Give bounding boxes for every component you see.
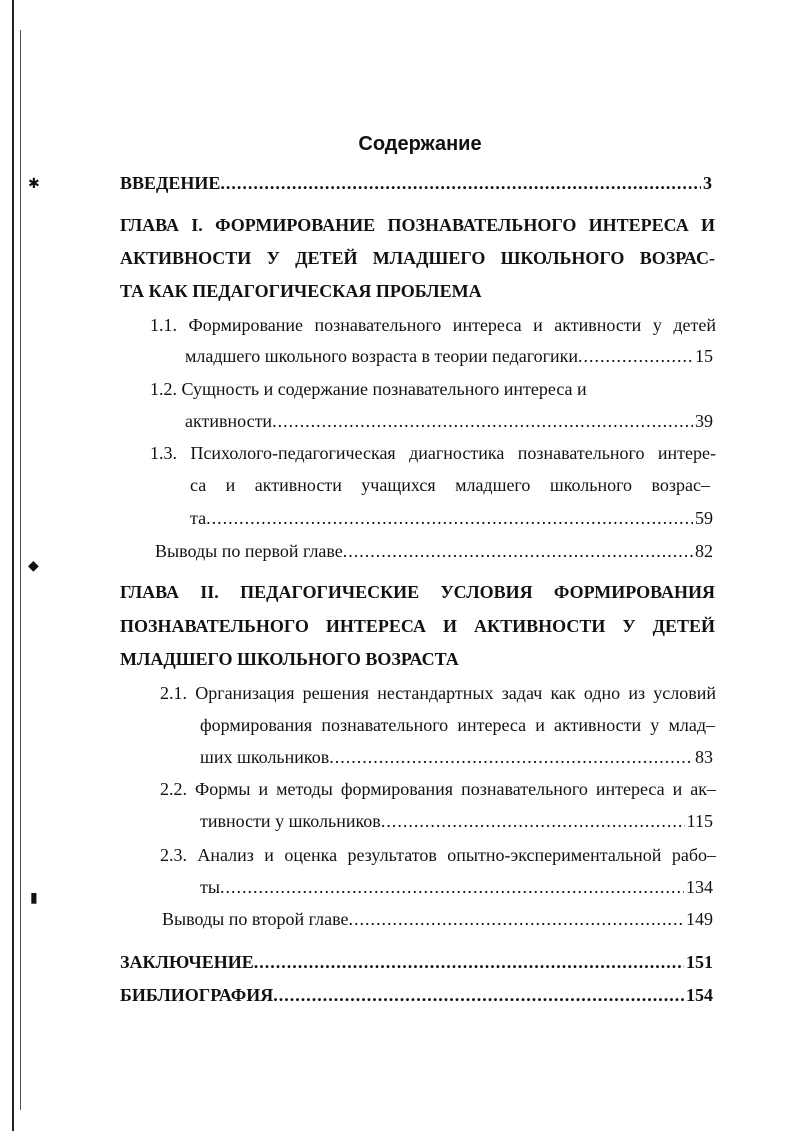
toc-section-line: 2.2. Формы и методы формирования познавательного интереса и ак–: [160, 779, 716, 799]
page-title: Содержание: [358, 133, 482, 155]
toc-label: тивности у школьников: [200, 811, 381, 831]
toc-leader: [254, 947, 684, 977]
scan-edge-line: [20, 30, 21, 1110]
toc-entry-1-3: [190, 503, 713, 533]
toc-label: БИБЛИОГРАФИЯ: [120, 985, 274, 1005]
toc-entry-conclusions-2: [162, 904, 713, 934]
toc-page: 82: [695, 541, 713, 561]
chapter-heading-line: ПОЗНАВАТЕЛЬНОГО ИНТЕРЕСА И АКТИВНОСТИ У ДЕТЕЙ: [120, 616, 715, 636]
toc-label: ВВЕДЕНИЕ: [120, 173, 221, 193]
toc-entry-2-2: [200, 806, 713, 836]
toc-leader: [272, 406, 693, 436]
toc-section-line: са и активности учащихся младшего школьного возрас–: [190, 475, 710, 495]
toc-page: 154: [686, 985, 713, 1005]
toc-entry-1-1: [185, 341, 713, 371]
toc-label: активности: [185, 411, 273, 431]
toc-leader: [578, 341, 693, 371]
chapter-heading-line: ГЛАВА I. ФОРМИРОВАНИЕ ПОЗНАВАТЕЛЬНОГО ИНТЕРЕСА И: [120, 215, 715, 235]
toc-label: та: [190, 508, 207, 528]
toc-leader: [220, 168, 701, 198]
scan-mark: ✱: [28, 177, 40, 192]
toc-leader: [381, 806, 685, 836]
scan-mark: ▮: [30, 891, 38, 906]
toc-section-line: формирования познавательного интереса и активности у млад–: [200, 715, 715, 735]
toc-leader: [220, 872, 684, 902]
toc-label: ты: [200, 877, 220, 897]
toc-page: 115: [686, 811, 713, 831]
toc-leader: [348, 904, 684, 934]
toc-page: 39: [695, 411, 713, 431]
chapter-heading-line: ГЛАВА II. ПЕДАГОГИЧЕСКИЕ УСЛОВИЯ ФОРМИРОВАНИЯ: [120, 582, 715, 602]
toc-entry-2-1: [200, 742, 713, 772]
toc-leader: [343, 536, 693, 566]
toc-section-line: 1.2. Сущность и содержание познавательного интереса и: [150, 379, 587, 399]
toc-label: Выводы по первой главе: [155, 541, 343, 561]
toc-leader: [273, 980, 684, 1010]
toc-entry-conclusion: [120, 947, 713, 977]
toc-entry-1-2: [185, 406, 713, 436]
toc-page: 134: [686, 877, 713, 897]
toc-entry-intro: [120, 168, 712, 198]
toc-page: 149: [686, 909, 713, 929]
toc-label: ЗАКЛЮЧЕНИЕ: [120, 952, 254, 972]
toc-section-line: 1.1. Формирование познавательного интереса и активности у детей: [150, 315, 716, 335]
toc-page: 59: [695, 508, 713, 528]
toc-section-line: 2.1. Организация решения нестандартных задач как одно из условий: [160, 683, 716, 703]
toc-label: Выводы по второй главе: [162, 909, 349, 929]
toc-label: ших школьников: [200, 747, 330, 767]
scan-edge-line: [12, 0, 14, 1131]
toc-entry-2-3: [200, 872, 713, 902]
toc-label: младшего школьного возраста в теории педагогики: [185, 346, 579, 366]
toc-section-line: 1.3. Психолого-педагогическая диагностика познавательного интере-: [150, 443, 716, 463]
toc-leader: [206, 503, 693, 533]
toc-page: 83: [695, 747, 713, 767]
toc-section-line: 2.3. Анализ и оценка результатов опытно-экспериментальной рабо–: [160, 845, 716, 865]
chapter-heading-line: МЛАДШЕГО ШКОЛЬНОГО ВОЗРАСТА: [120, 649, 459, 669]
chapter-heading-line: АКТИВНОСТИ У ДЕТЕЙ МЛАДШЕГО ШКОЛЬНОГО ВОЗРАС-: [120, 248, 715, 268]
toc-page: 3: [703, 173, 712, 193]
toc-page: 151: [686, 952, 713, 972]
chapter-heading-line: ТА КАК ПЕДАГОГИЧЕСКАЯ ПРОБЛЕМА: [120, 281, 482, 301]
toc-entry-conclusions-1: [155, 536, 713, 566]
scan-mark: ◆: [28, 559, 39, 574]
toc-leader: [329, 742, 693, 772]
toc-page: 15: [695, 346, 713, 366]
toc-entry-bibliography: [120, 980, 713, 1010]
